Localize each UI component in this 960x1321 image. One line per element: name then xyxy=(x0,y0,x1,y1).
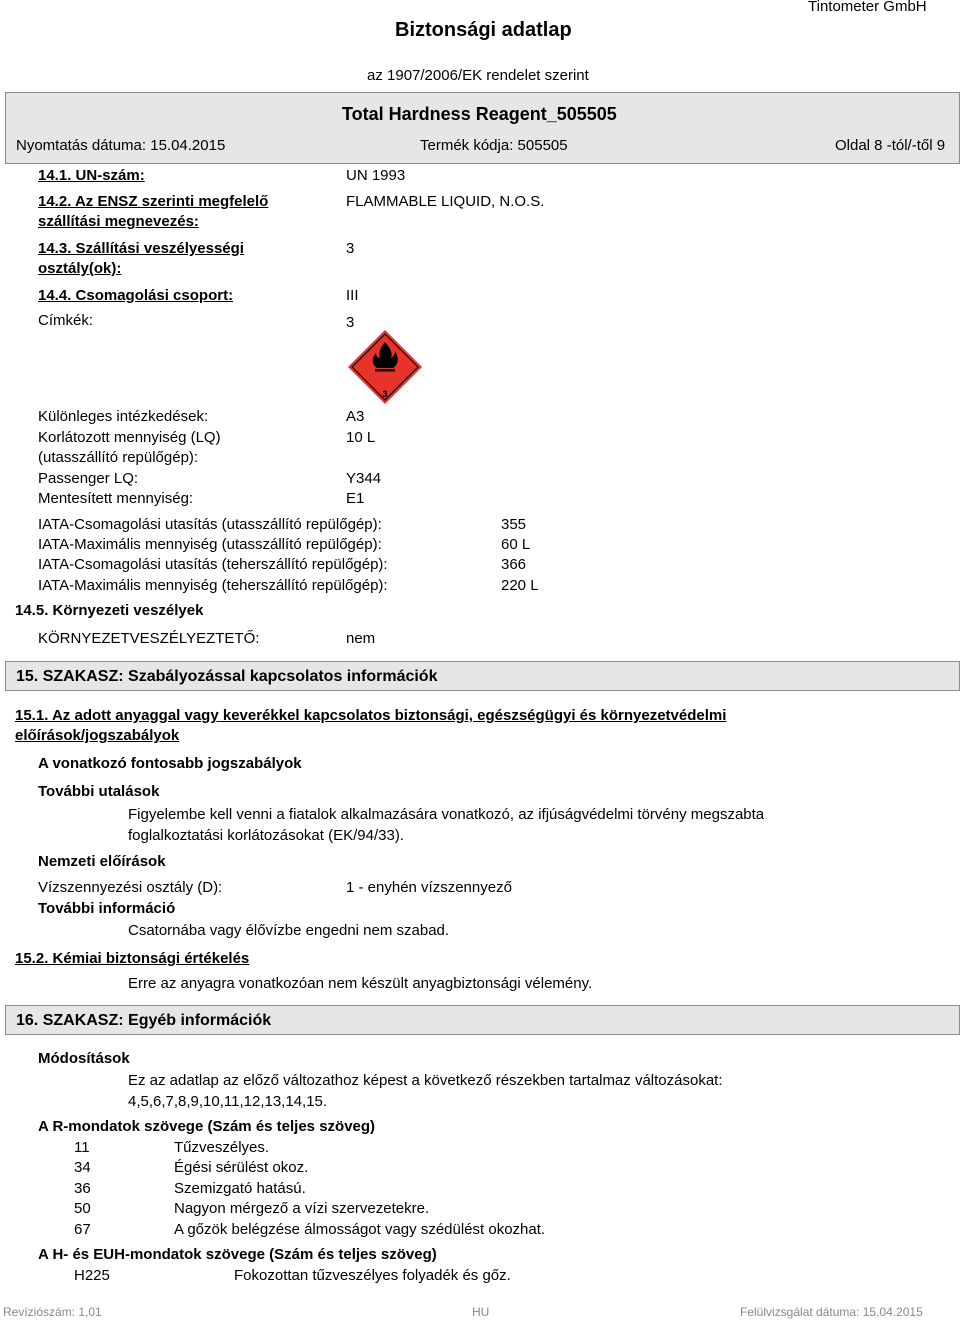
iata-value-4: 220 L xyxy=(501,577,539,594)
national-regulations-heading: Nemzeti előírások xyxy=(38,853,166,870)
special-provisions-label: Különleges intézkedések: xyxy=(38,408,209,425)
shipping-name-label-1: 14.2. Az ENSZ szerinti megfelelő xyxy=(38,193,269,210)
revision-number: Revíziószám: 1,01 xyxy=(3,1305,102,1319)
h-phrase-code: H225 xyxy=(74,1267,110,1284)
passenger-lq-label: Passenger LQ: xyxy=(38,470,139,487)
r-phrase-code: 67 xyxy=(74,1221,91,1238)
changes-text-1: Ez az adatlap az előző változathoz képest a következő részekben tartalmaz változásokat: xyxy=(128,1072,723,1089)
regulations-heading-line-1: 15.1. Az adott anyaggal vagy keverékkel kapcsolatos biztonsági, egészségügyi és környezetvédelmi xyxy=(15,707,727,724)
relevant-laws-heading: A vonatkozó fontosabb jogszabályok xyxy=(38,755,302,772)
print-date: Nyomtatás dátuma: 15.04.2015 xyxy=(16,137,226,154)
r-phrases-heading: A R-mondatok szövege (Szám és teljes szöveg) xyxy=(38,1118,376,1135)
flammable-liquid-icon xyxy=(346,328,424,406)
language-code: HU xyxy=(472,1305,490,1319)
product-code: Termék kódja: 505505 xyxy=(420,137,568,154)
iata-label-2: IATA-Maximális mennyiség (utasszállító repülőgép): xyxy=(38,536,382,553)
limited-quantity-value: 10 L xyxy=(346,429,376,446)
r-phrase-code: 36 xyxy=(74,1180,91,1197)
document-title: Biztonsági adatlap xyxy=(395,19,572,41)
r-phrase-text: Tűzveszélyes. xyxy=(174,1139,270,1156)
regulation-text: az 1907/2006/EK rendelet szerint xyxy=(367,67,589,84)
company-name: Tintometer GmbH xyxy=(808,0,927,15)
hazard-class-value: 3 xyxy=(346,240,355,257)
changes-heading: Módosítások xyxy=(38,1050,130,1067)
iata-value-1: 355 xyxy=(501,516,527,533)
water-hazard-class-label: Vízszennyezési osztály (D): xyxy=(38,879,223,896)
exempted-quantity-label: Mentesített mennyiség: xyxy=(38,490,194,507)
iata-label-1: IATA-Csomagolási utasítás (utasszállító repülőgép): xyxy=(38,516,382,533)
r-phrase-text: Nagyon mérgező a vízi szervezetekre. xyxy=(174,1200,430,1217)
r-phrase-text: Égési sérülést okoz. xyxy=(174,1159,309,1176)
r-phrase-code: 11 xyxy=(74,1139,90,1156)
un-number-value: UN 1993 xyxy=(346,167,406,184)
hazard-class-label-2: osztály(ok): xyxy=(38,260,122,277)
exempted-quantity-value: E1 xyxy=(346,490,365,507)
special-provisions-value: A3 xyxy=(346,408,365,425)
un-number-label: 14.1. UN-szám: xyxy=(38,167,145,184)
iata-value-2: 60 L xyxy=(501,536,531,553)
chemical-safety-assessment-text: Erre az anyagra vonatkozóan nem készült anyagbiztonsági vélemény. xyxy=(128,975,593,992)
passenger-lq-value: Y344 xyxy=(346,470,382,487)
labels-value: 3 xyxy=(346,314,355,331)
limited-quantity-label-2: (utasszállító repülőgép): xyxy=(38,449,199,466)
r-phrase-code: 50 xyxy=(74,1200,91,1217)
labels-label: Címkék: xyxy=(38,312,94,329)
shipping-name-value: FLAMMABLE LIQUID, N.O.S. xyxy=(346,193,545,210)
review-date: Felülvizsgálat dátuma: 15.04.2015 xyxy=(740,1305,923,1319)
section-16-title: 16. SZAKASZ: Egyéb információk xyxy=(5,1005,960,1035)
iata-label-3: IATA-Csomagolási utasítás (teherszállító repülőgép): xyxy=(38,556,388,573)
limited-quantity-label-1: Korlátozott mennyiség (LQ) xyxy=(38,429,221,446)
water-hazard-class-value: 1 - enyhén vízszennyező xyxy=(346,879,512,896)
r-phrase-text: Szemizgató hatású. xyxy=(174,1180,306,1197)
changes-text-2: 4,5,6,7,8,9,10,11,12,13,14,15. xyxy=(128,1093,328,1110)
flame-base-icon xyxy=(375,369,395,372)
section-15-title: 15. SZAKASZ: Szabályozással kapcsolatos információk xyxy=(5,661,960,691)
packing-group-label: 14.4. Csomagolási csoport: xyxy=(38,287,234,304)
product-name: Total Hardness Reagent_505505 xyxy=(342,104,617,124)
further-notes-text-1: Figyelembe kell venni a fiatalok alkalmazására vonatkozó, az ifjúságvédelmi törvény megszabta xyxy=(128,806,765,823)
environmental-hazard-label: KÖRNYEZETVESZÉLYEZTETŐ: xyxy=(38,630,260,647)
hazard-class-label-1: 14.3. Szállítási veszélyességi xyxy=(38,240,244,257)
r-phrase-code: 34 xyxy=(74,1159,91,1176)
r-phrase-text: A gőzök belégzése álmosságot vagy szédülést okozhat. xyxy=(174,1221,546,1238)
further-notes-text-2: foglalkoztatási korlátozásokat (EK/94/33). xyxy=(128,827,404,844)
page-number: Oldal 8 -tól/-től 9 xyxy=(835,137,946,154)
chemical-safety-assessment-heading: 15.2. Kémiai biztonsági értékelés xyxy=(15,950,250,967)
further-info-heading: További információ xyxy=(38,900,176,917)
further-info-text: Csatornába vagy élővízbe engedni nem szabad. xyxy=(128,922,450,939)
environmental-hazards-heading: 14.5. Környezeti veszélyek xyxy=(15,602,204,619)
shipping-name-label-2: szállítási megnevezés: xyxy=(38,213,199,230)
iata-label-4: IATA-Maximális mennyiség (teherszállító repülőgép): xyxy=(38,577,388,594)
h-phrases-heading: A H- és EUH-mondatok szövege (Szám és teljes szöveg) xyxy=(38,1246,437,1263)
iata-value-3: 366 xyxy=(501,556,527,573)
further-notes-heading: További utalások xyxy=(38,783,160,800)
h-phrase-text: Fokozottan tűzveszélyes folyadék és gőz. xyxy=(234,1267,511,1284)
environmental-hazard-value: nem xyxy=(346,630,376,647)
hazard-class-number: 3 xyxy=(382,389,388,399)
regulations-heading-line-2: előírások/jogszabályok xyxy=(15,727,180,744)
packing-group-value: III xyxy=(346,287,359,304)
